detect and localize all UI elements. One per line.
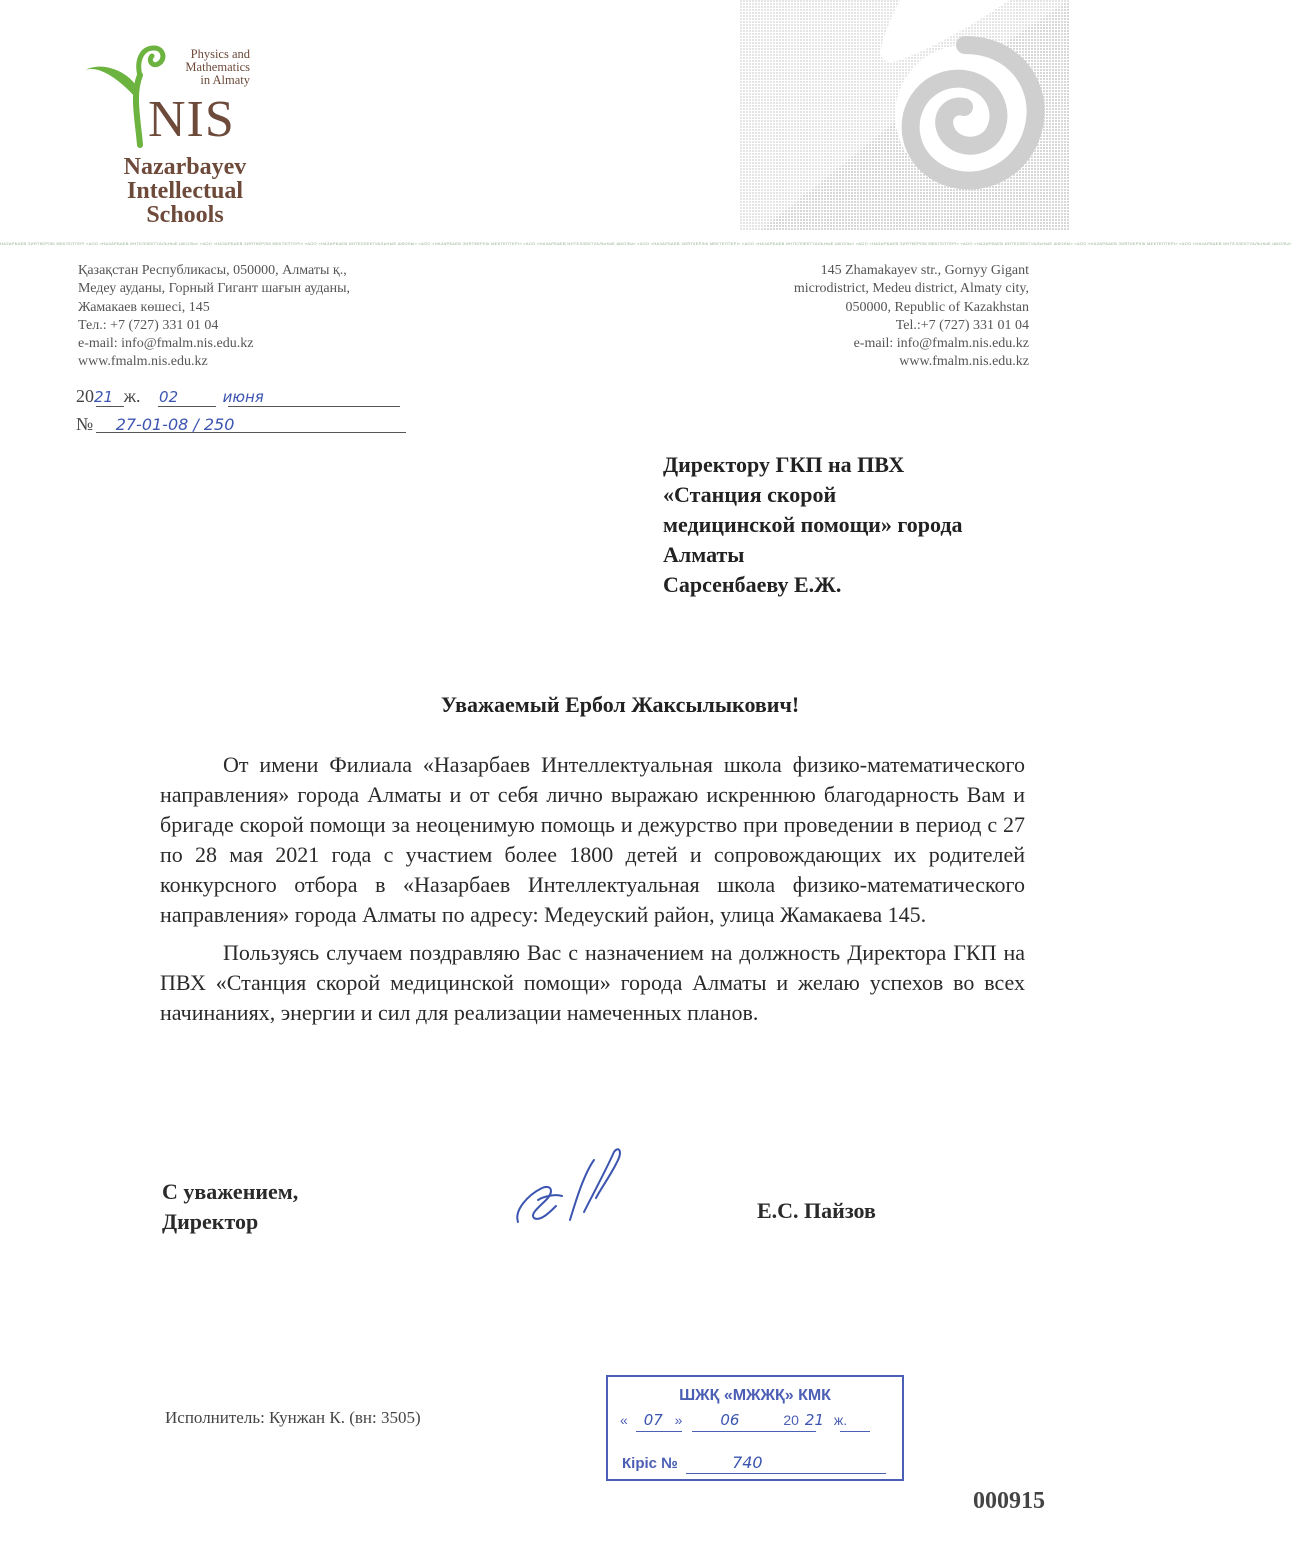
address-line: www.fmalm.nis.edu.kz [899, 354, 1029, 370]
stamp-incoming-row [622, 1453, 763, 1472]
ornament-swirl-graphic [740, 0, 1070, 230]
outgoing-date [76, 386, 264, 407]
recipient-line: Директору ГКП на ПВХ [663, 452, 905, 477]
stamp-incoming-handwritten: 740 [732, 1453, 763, 1472]
recipient-line: медицинской помощи» города [663, 512, 963, 537]
recipient-line: Алматы [663, 542, 745, 567]
body-paragraph: От имени Филиала «Назарбаев Интеллектуальная школа физико-математического направления» города Алматы и от себя лично выражаю искреннюю благодарность Вам и бригаде скорой помощи за неоценимую помощь и дежурство при проведении в период с 27 по 28 мая 2021 года с участием более 1800 детей и сопровождающих их родителей конкурсного отбора в «Назарбаев Интеллектуальная школа физико-математического направления» города Алматы по адресу: Медеуский район, улица Жамакаева 145. [160, 752, 1025, 927]
logo-name-line: Intellectual [127, 178, 243, 204]
address-line: 145 Zhamakayev str., Gornyy Gigant [820, 263, 1029, 278]
stamp-month-underline [692, 1431, 816, 1432]
logo-name-line: Schools [146, 202, 224, 228]
month-handwritten: июня [222, 388, 264, 406]
logo-school-name [110, 155, 260, 227]
day-handwritten: 02 [159, 388, 179, 406]
year-handwritten: 21 [94, 388, 114, 406]
recipient-line: Сарсенбаеву Е.Ж. [663, 572, 842, 597]
handwritten-signature [510, 1140, 630, 1230]
address-line: microdistrict, Medeu district, Almaty city, [793, 281, 1029, 297]
logo-branch-line: Mathematics [185, 60, 250, 74]
logo-branch-line: in Almaty [200, 73, 250, 87]
stamp-day-underline [636, 1431, 682, 1432]
stamp-incoming-label: Кіріс № [622, 1455, 678, 1472]
number-handwritten: 27-01-08 / 250 [115, 415, 235, 434]
year-prefix: 20 [76, 386, 94, 406]
stamp-open-quote: « [620, 1412, 628, 1428]
logo-branch-line: Physics and [190, 47, 250, 61]
logo-name-line: Nazarbayev [123, 154, 247, 180]
stamp-incoming-underline [686, 1473, 886, 1474]
stamp-title: ШЖҚ «МЖЖҚ» КМК [679, 1387, 831, 1404]
stamp-day-handwritten: 07 [643, 1411, 663, 1429]
month-underline [228, 406, 400, 407]
incoming-stamp [606, 1375, 904, 1481]
address-line: e-mail: info@fmalm.nis.edu.kz [78, 336, 254, 352]
salutation: Уважаемый Ербол Жаксылыкович! [440, 692, 800, 717]
number-underline [96, 432, 406, 433]
letter-body [160, 750, 1025, 1028]
address-english [794, 262, 1029, 372]
address-line: Жамакаев көшесі, 145 [78, 299, 210, 315]
address-kazakh [78, 262, 350, 372]
ornament-text-strip: НАЗАРБАЕВ ЗИЯТКЕРЛІК МЕКТЕПТЕРІ «АОО «НАЗАРБАЕВ ИНТЕЛЛЕКТУАЛЬНЫЕ ШКОЛЫ» «АОО «НАЗАРБАЕВ ЗИЯТКЕРЛІК МЕКТЕПТЕРІ» «АОО «НАЗАРБАЕВ ИНТЕЛЛЕКТУАЛЬНЫЕ ШКОЛЫ» «АОО «НАЗАРБАЕВ ЗИЯТКЕРЛІК МЕКТЕПТЕРІ» «АОО «НАЗАРБАЕВ ИНТЕЛЛЕКТУАЛЬНЫЕ ШКОЛЫ» «АОО «НАЗАРБАЕВ ЗИЯТКЕРЛІК МЕКТЕПТЕРІ» «АОО «НАЗАРБАЕВ ИНТЕЛЛЕКТУАЛЬНЫЕ ШКОЛЫ» «АОО «НАЗАРБАЕВ ЗИЯТКЕРЛІК МЕКТЕПТЕРІ» «АОО «НАЗАРБАЕВ ИНТЕЛЛЕКТУАЛЬНЫЕ ШКОЛЫ» «АОО «НАЗАРБАЕВ ЗИЯТКЕРЛІК МЕКТЕПТЕРІ» «АОО «НАЗАРБАЕВ ИНТЕЛЛЕКТУАЛЬНЫЕ ШКОЛЫ» [0, 241, 1292, 246]
stamp-date-row [620, 1411, 847, 1429]
address-line: Медеу ауданы, Горный Гигант шағын ауданы, [78, 281, 351, 297]
address-line: e-mail: info@fmalm.nis.edu.kz [853, 336, 1029, 352]
year-suffix: ж. [123, 386, 141, 406]
signatory-name: Е.С. Пайзов [757, 1198, 876, 1223]
address-line: Қазақстан Республикасы, 050000, Алматы қ., [78, 263, 347, 278]
day-underline [158, 406, 216, 407]
address-line: 050000, Republic of Kazakhstan [845, 299, 1029, 315]
closing-block [162, 1177, 298, 1237]
stamp-close-quote: » [674, 1412, 683, 1428]
registration-number: 000915 [973, 1488, 1045, 1514]
executor-line: Исполнитель: Кунжан К. (вн: 3505) [165, 1408, 421, 1427]
address-line: Тел.: +7 (727) 331 01 04 [78, 317, 219, 333]
number-label: № [76, 414, 94, 434]
stamp-month-handwritten: 06 [720, 1411, 740, 1429]
address-line: Tel.:+7 (727) 331 01 04 [895, 317, 1029, 333]
logo-abbr: NIS [148, 91, 235, 148]
stamp-year-handwritten: 21 [804, 1411, 825, 1429]
closing-title: Директор [162, 1209, 259, 1234]
year-underline [96, 406, 124, 407]
body-paragraph: Пользуясь случаем поздравляю Вас с назначением на должность Директора ГКП на ПВХ «Станция скорой медицинской помощи» города Алматы и желаю успехов во всех начинаниях, энергии и сил для реализации намеченных планов. [160, 940, 1025, 1025]
closing-line: С уважением, [162, 1179, 299, 1204]
stamp-year-prefix: 20 [783, 1412, 799, 1428]
recipient-line: «Станция скорой [663, 482, 837, 507]
stamp-year-suffix: ж. [833, 1412, 848, 1428]
recipient-block [663, 450, 963, 600]
address-line: www.fmalm.nis.edu.kz [78, 354, 208, 370]
stamp-year-underline [840, 1431, 870, 1432]
logo-branch-text [160, 48, 250, 87]
